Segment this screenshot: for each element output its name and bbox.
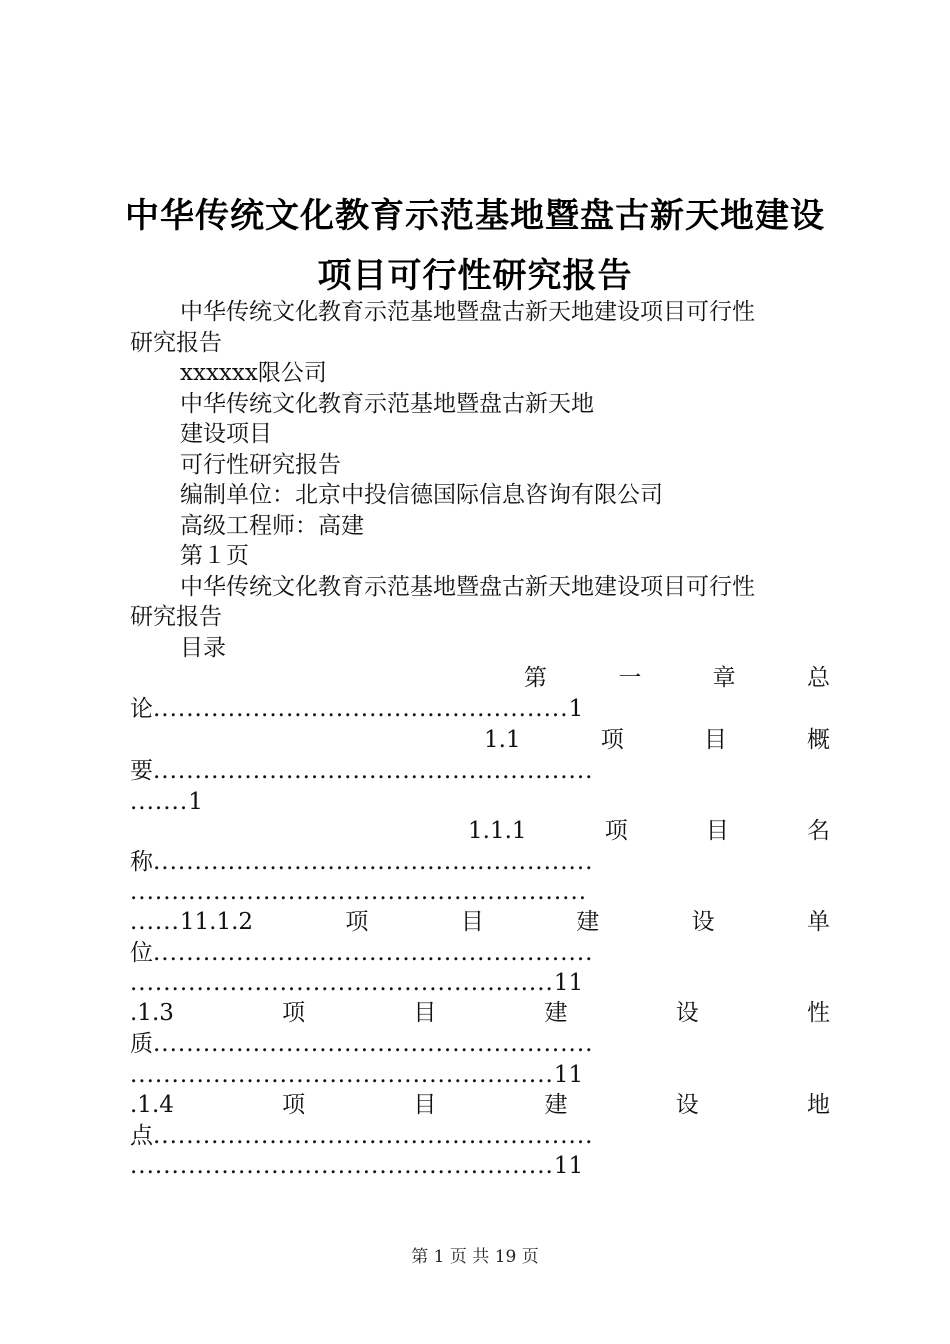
toc-word: 单: [806, 909, 830, 935]
toc-word: 质: [130, 1031, 153, 1057]
toc-entry-1-1-2: [130, 907, 830, 937]
toc-page-number: 11: [553, 970, 584, 996]
page-footer: 第 1 页 共 19 页: [411, 1247, 539, 1267]
toc-word: 目: [705, 818, 729, 844]
toc-word: 概: [807, 727, 830, 753]
repeat-title-line-2: 研究报告: [130, 604, 222, 630]
toc-word: 项: [345, 909, 369, 935]
toc-word: 点: [130, 1123, 153, 1149]
toc-leader-1-1-cont: [130, 787, 203, 817]
toc-leader-1-1-1-cont: [130, 877, 587, 907]
intro-paragraph-line-1: 中华传统文化教育示范基地暨盘古新天地建设项目可行性: [180, 299, 755, 325]
toc-word: 称: [130, 849, 153, 875]
toc-number: 11.1.2: [179, 909, 254, 935]
page-label: 第１页: [180, 543, 249, 569]
toc-dots: ...................................................: [130, 1153, 554, 1179]
toc-word: 第: [524, 665, 547, 691]
toc-dots: .....................................................: [153, 849, 594, 875]
toc-dots: .......: [130, 789, 189, 815]
toc-word: 项: [600, 727, 624, 753]
toc-dots: ...................................................: [130, 1062, 554, 1088]
toc-number: .1.3: [130, 1000, 174, 1026]
cover-title-line-1: 中华传统文化教育示范基地暨盘古新天地: [180, 391, 594, 417]
toc-word: 地: [806, 1092, 830, 1118]
toc-leader-1-1-2-cont: [130, 968, 583, 998]
repeat-title-line-1: 中华传统文化教育示范基地暨盘古新天地建设项目可行性: [180, 574, 755, 600]
toc-leader-1-1-2: [130, 938, 594, 968]
toc-word: 建: [544, 1000, 568, 1026]
toc-leader-1-1-3: [130, 1029, 594, 1059]
toc-word: 论: [130, 696, 153, 722]
toc-word: 章: [712, 665, 736, 691]
cover-title-line-3: 可行性研究报告: [180, 452, 341, 478]
toc-word: 设: [691, 909, 715, 935]
toc-page-number: 11: [553, 1153, 584, 1179]
toc-leader-1-1-1: [130, 847, 594, 877]
toc-number: 1.1.1: [468, 818, 527, 844]
toc-leader-lead: [130, 907, 253, 937]
toc-dots: ..................................................: [153, 696, 569, 722]
compiling-unit: 编制单位：北京中投信德国际信息咨询有限公司: [180, 482, 663, 508]
toc-word: 性: [806, 1000, 830, 1026]
document-title-line-2: 项目可行性研究报告: [317, 256, 633, 296]
toc-dots: .....................................................: [153, 1123, 594, 1149]
toc-heading: 目录: [180, 635, 226, 661]
intro-paragraph-line-2: 研究报告: [130, 330, 222, 356]
toc-leader-1-1: [130, 756, 594, 786]
toc-word: 设: [675, 1092, 699, 1118]
senior-engineer: 高级工程师：高建: [180, 513, 364, 539]
toc-page-number: 1: [568, 696, 584, 722]
toc-leader-1-1-4-cont: [130, 1151, 583, 1181]
toc-word: 目: [703, 727, 727, 753]
toc-word: 项: [604, 818, 628, 844]
toc-entry-1-1-1: [468, 816, 830, 846]
toc-page-number: 1: [188, 789, 203, 815]
toc-entry-1-1-3: [130, 998, 830, 1028]
toc-entry-1-1-4: [130, 1090, 830, 1120]
toc-word: 建: [576, 909, 600, 935]
toc-leader-chapter-1: [130, 694, 583, 724]
toc-word: 项: [282, 1000, 306, 1026]
toc-number: .1.4: [130, 1092, 174, 1118]
toc-page-number: 11: [553, 1062, 584, 1088]
toc-word: 目: [460, 909, 484, 935]
toc-word: 目: [413, 1000, 437, 1026]
toc-word: 设: [675, 1000, 699, 1026]
toc-dots: ......: [130, 909, 180, 935]
toc-leader-1-1-4: [130, 1121, 594, 1151]
toc-dots: .......................................................: [130, 879, 588, 905]
toc-dots: .....................................................: [153, 758, 594, 784]
toc-word: 一: [618, 665, 642, 691]
toc-entry-chapter-1: [524, 663, 830, 693]
toc-leader-1-1-3-cont: [130, 1060, 583, 1090]
toc-number: 1.1: [484, 727, 521, 753]
company-name: xxxxxx限公司: [180, 360, 327, 386]
toc-dots: ...................................................: [130, 970, 554, 996]
toc-word: 总: [806, 665, 830, 691]
document-title-line-1: 中华传统文化教育示范基地暨盘古新天地建设: [125, 196, 825, 236]
toc-dots: .....................................................: [153, 1031, 594, 1057]
toc-dots: .....................................................: [153, 940, 594, 966]
toc-word: 建: [544, 1092, 568, 1118]
cover-title-line-2: 建设项目: [180, 421, 272, 447]
toc-word: 位: [130, 940, 153, 966]
toc-word: 项: [282, 1092, 306, 1118]
toc-entry-1-1: [484, 725, 830, 755]
toc-word: 名: [807, 818, 830, 844]
toc-word: 目: [413, 1092, 437, 1118]
toc-word: 要: [130, 758, 153, 784]
